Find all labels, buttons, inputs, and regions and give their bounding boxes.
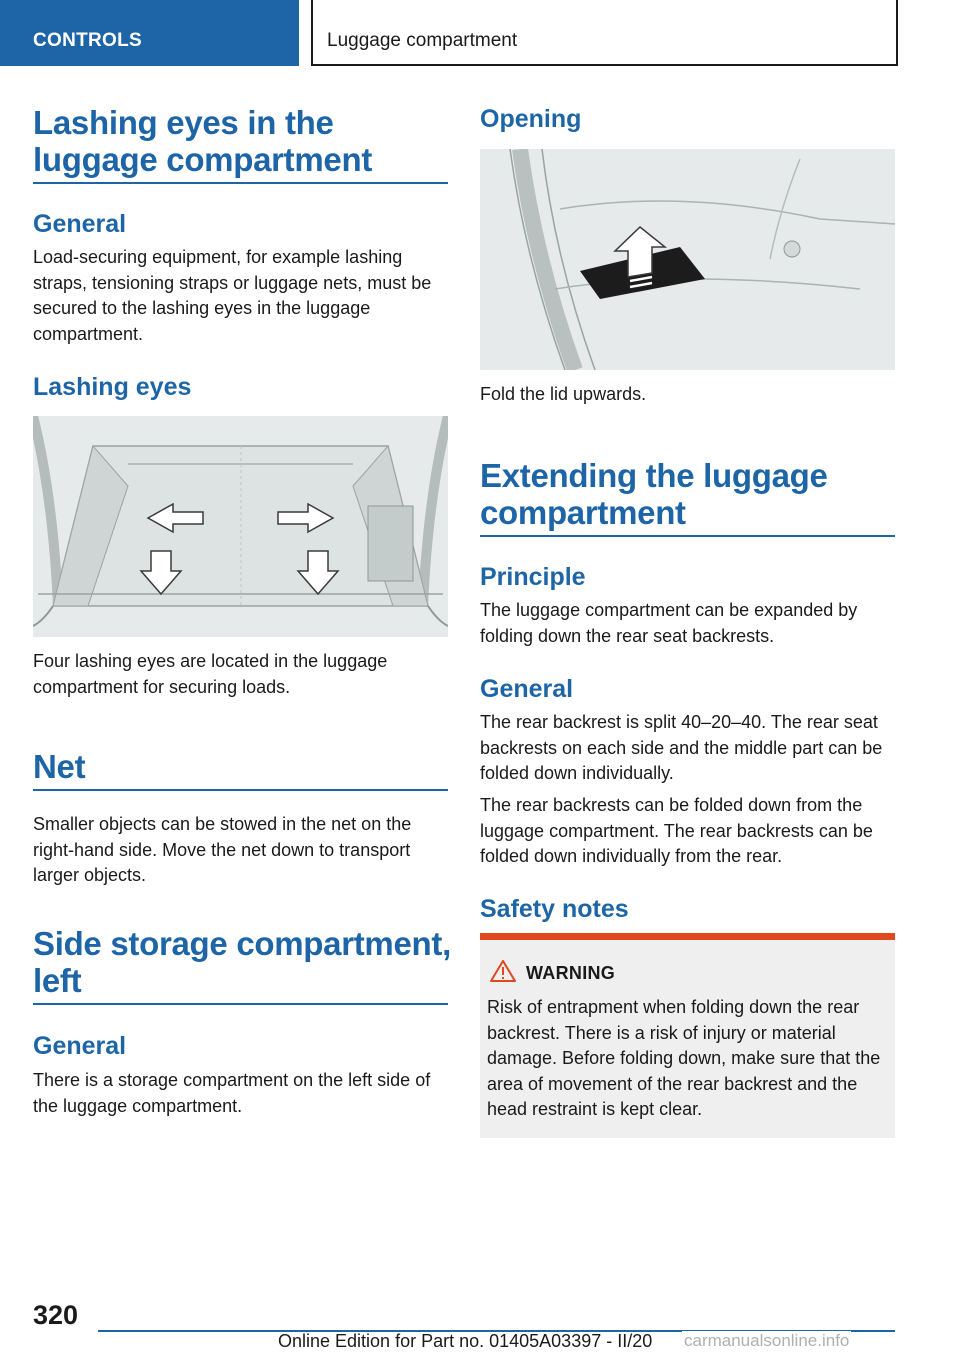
paragraph-general-1-text: Load-securing equipment, for example lashing straps, tensioning straps or luggage nets, must be secured to the lashing eyes in the luggage compartment.: [33, 247, 432, 344]
page-number: 320: [33, 1300, 79, 1330]
footer-edition: Online Edition for Part no. 01405A03397 - II/20: [278, 1331, 653, 1351]
warning-text-block: [487, 995, 892, 1123]
heading-general-1: [33, 209, 448, 239]
heading-rule: [33, 1003, 448, 1005]
heading-safety-notes: [480, 894, 895, 924]
heading-extending: [480, 457, 895, 531]
heading-net-text: Net: [33, 748, 86, 785]
section-tab: [0, 0, 299, 66]
heading-extending-text: Extending the luggage compartment: [480, 457, 828, 531]
paragraph-general-2: [33, 1068, 448, 1119]
heading-lashing-eyes: [33, 372, 448, 402]
heading-lashing-eyes-text: Lashing eyes: [33, 373, 192, 401]
paragraph-general-3a-text: The rear backrest is split 40–20–40. The rear seat backrests on each side and the middle part can be folded down individually.: [480, 712, 883, 783]
heading-rule: [33, 789, 448, 791]
watermark: carmanualsonline.info: [684, 1331, 850, 1350]
heading-principle: [480, 562, 895, 592]
paragraph-general-3a: [480, 710, 895, 787]
heading-opening-text: Opening: [480, 105, 582, 133]
opening-illustration: [480, 149, 895, 370]
heading-principle-text: Principle: [480, 563, 586, 591]
caption-lashing-eyes: [33, 649, 448, 700]
warning-title: WARNING: [526, 963, 616, 983]
heading-safety-notes-text: Safety notes: [480, 895, 629, 923]
paragraph-general-1: [33, 245, 448, 347]
chapter-label: Luggage compartment: [327, 30, 518, 51]
section-label: CONTROLS: [33, 30, 143, 51]
caption-lashing-eyes-text: Four lashing eyes are located in the luggage compartment for securing loads.: [33, 651, 388, 697]
caption-opening: [480, 382, 895, 408]
heading-opening: [480, 104, 895, 134]
caption-opening-text: Fold the lid upwards.: [480, 384, 647, 404]
opening-drawing: [480, 149, 895, 370]
heading-general-3-text: General: [480, 675, 574, 703]
heading-net: [33, 748, 448, 785]
paragraph-principle-text: The luggage compartment can be expanded by folding down the rear seat backrests.: [480, 600, 858, 646]
lashing-eyes-illustration: [33, 416, 448, 637]
heading-side-storage-text: Side storage compartment, left: [33, 925, 451, 999]
lashing-eyes-drawing: [33, 416, 448, 637]
warning-box: [480, 933, 895, 1138]
paragraph-principle: [480, 598, 895, 649]
heading-rule: [480, 535, 895, 537]
paragraph-general-2-text: There is a storage compartment on the left side of the luggage compartment.: [33, 1070, 431, 1116]
heading-lashing-eyes-luggage: [33, 104, 448, 178]
paragraph-net: [33, 812, 448, 889]
warning-bar: [480, 933, 895, 940]
heading-lashing-eyes-luggage-text: Lashing eyes in the luggage compartment: [33, 104, 373, 178]
heading-general-3: [480, 674, 895, 704]
warning-text: Risk of entrapment when folding down the rear backrest. There is a risk of injury or material damage. Before folding down, make sure that the area of movement of the rear backrest and the head restraint is kept clear.: [487, 997, 881, 1119]
heading-rule: [33, 182, 448, 184]
heading-side-storage: [33, 925, 453, 999]
heading-general-2-text: General: [33, 1032, 127, 1060]
heading-general-1-text: General: [33, 210, 127, 238]
paragraph-general-3b: [480, 793, 895, 870]
paragraph-general-3b-text: The rear backrests can be folded down from the luggage compartment. The rear backrests can be folded down individually from the rear.: [480, 795, 873, 866]
heading-general-2: [33, 1031, 448, 1061]
chapter-box: [311, 0, 898, 66]
warning-triangle-icon: [490, 959, 516, 983]
paragraph-net-text: Smaller objects can be stowed in the net on the right-hand side. Move the net down to transport larger objects.: [33, 814, 412, 885]
